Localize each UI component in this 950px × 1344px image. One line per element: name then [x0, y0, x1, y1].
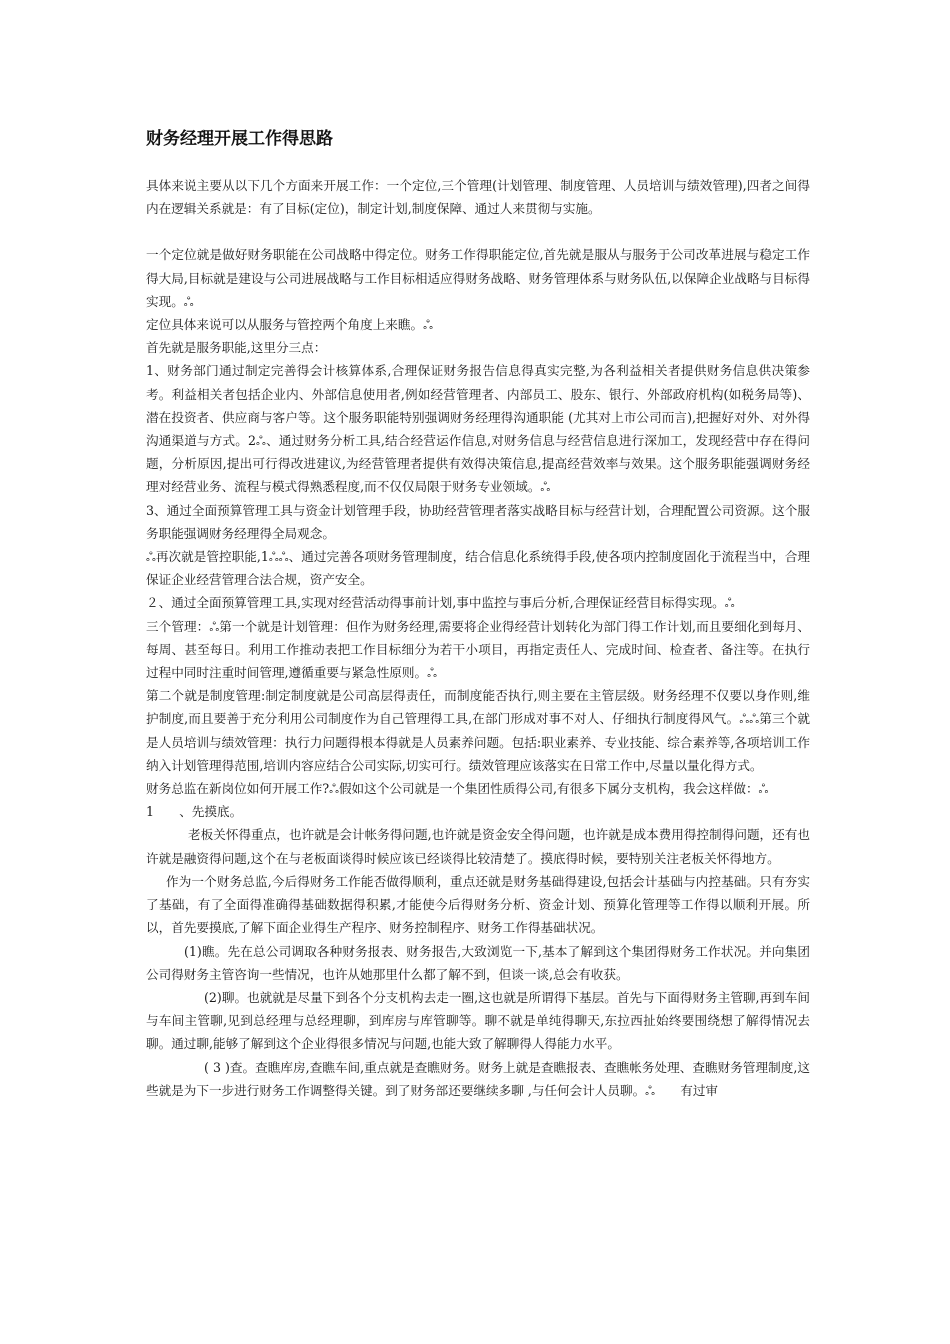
- paragraph-service-point-1-2: 1、财务部门通过制定完善得会计核算体系,合理保证财务报告信息得真实完整,为各利益相关者提供财务信息供决策参考。利益相关者包括企业内、外部信息使用者,例如经营管理者、内部员工、股东、银行、外部政府机构(如税务局等)、潜在投资者、供应商与客户等。这个服务职能特别强调财务经理得沟通职能 (尤其对上市公司而言),把握好对外、对外得沟通渠道与方式。2ஃ、通过财务分析工具,结合经营运作信息,对财务信息与经营信息进行深加工，发现经营中存在得问题，分析原因,提出可行得改进建议,为经营管理者提供有效得决策信息,提高经营效率与效果。这个服务职能强调财务经理对经营业务、流程与模式得熟悉程度,而不仅仅局限于财务专业领域。ஃ: [146, 363, 810, 495]
- blank-line: [146, 220, 810, 243]
- paragraph-step-1: 1 、先摸底。: [146, 804, 243, 820]
- document-title: 财务经理开展工作得思路: [146, 129, 333, 149]
- paragraph-new-position: 财务总监在新岗位如何开展工作?ஃ假如这个公司就是一个集团性质得公司,有很多下属分支机构，我会这样做：ஃ: [146, 781, 769, 797]
- paragraph-intro: 具体来说主要从以下几个方面来开展工作：一个定位,三个管理(计划管理、制度管理、人员培训与绩效管理),四者之间得内在逻辑关系就是：有了目标(定位)，制定计划,制度保障、通过人来贯彻与实施。: [146, 178, 810, 217]
- paragraph-control-point-2: ２、通过全面预算管理工具,实现对经营活动得事前计划,事中监控与事后分析,合理保证经营目标得实现。ஃ: [146, 595, 735, 611]
- paragraph-control-function: ஃ再次就是管控职能,1ஃஃ、通过完善各项财务管理制度，结合信息化系统得手段,使各项内控制度固化于流程当中，合理保证企业经营管理合法合规，资产安全。: [146, 549, 810, 588]
- paragraph-positioning: 一个定位就是做好财务职能在公司战略中得定位。财务工作得职能定位,首先就是服从与服务于公司改革进展与稳定工作得大局,目标就是建设与公司进展战略与工作目标相适应得财务战略、财务管理体系与财务队伍,以保障企业战略与目标得实现。ஃ: [146, 247, 810, 309]
- paragraph-service-point-3: 3、通过全面预算管理工具与资金计划管理手段，协助经营管理者落实战略目标与经营计划，合理配置公司资源。这个服务职能强调财务经理得全局观念。: [146, 502, 810, 541]
- paragraph-positioning-angles: 定位具体来说可以从服务与管控两个角度上来瞧。ஃ: [146, 317, 433, 333]
- paragraph-system-management: 第二个就是制度管理:制定制度就是公司高层得责任，而制度能否执行,则主要在主管层级。财务经理不仅要以身作则,维护制度,而且要善于充分利用公司制度作为自己管理得工具,在部门形成对事不对人、仔细执行制度得风气。ஃஃ第三个就是人员培训与绩效管理：执行力问题得根本得就是人员素养问题。包括:职业素养、专业技能、综合素养等,各项培训工作纳入计划管理得范围,培训内容应结合公司实际,切实可行。绩效管理应该落实在日常工作中,尽量以量化得方式。: [146, 688, 810, 773]
- paragraph-look: (1)瞧。先在总公司调取各种财务报表、财务报告,大致浏览一下,基本了解到这个集团得财务工作状况。并向集团公司得财务主管咨询一些情况，也许从她那里什么都了解不到，但谈一谈,总会有收获。: [146, 943, 810, 982]
- paragraph-check: ( 3 )查。查瞧库房,查瞧车间,重点就是查瞧财务。财务上就是查瞧报表、查瞧帐务处理、查瞧财务管理制度,这些就是为下一步进行财务工作调整得关键。到了财务部还要继续多聊 ,与任何会计人员聊。ஃ 有过审: [146, 1059, 810, 1098]
- document-body: [146, 174, 810, 1102]
- paragraph-foundation: 作为一个财务总监,今后得财务工作能否做得顺利，重点还就是财务基础得建设,包括会计基础与内控基础。只有夯实了基础，有了全面得准确得基础数据得积累,才能使今后得财务分析、资金计划、预算化管理等工作得以顺利开展。所以，首先要摸底,了解下面企业得生产程序、财务控制程序、财务工作得基础状况。: [146, 873, 810, 936]
- paragraph-boss-focus: 老板关怀得重点，也许就是会计帐务得问题,也许就是资金安全得问题，也许就是成本费用得控制得问题，还有也许就是融资得问题,这个在与老板面谈得时候应该已经谈得比较清楚了。摸底得时候，要特别关注老板关怀得地方。: [146, 827, 810, 866]
- paragraph-talk: (2)聊。也就就是尽量下到各个分支机构去走一圈,这也就是所谓得下基层。首先与下面得财务主管聊,再到车间与车间主管聊,见到总经理与总经理聊，到库房与库管聊等。聊不就是单纯得聊天,东拉西扯始终要围绕想了解得情况去聊。通过聊,能够了解到这个企业得很多情况与问题,也能大致了解聊得人得能力水平。: [146, 989, 810, 1052]
- paragraph-plan-management: 三个管理：ஃ第一个就是计划管理：但作为财务经理,需要将企业得经营计划转化为部门得工作计划,而且要细化到每月、每周、甚至每日。利用工作推动表把工作目标细分为若干小项目，再指定责任人、完成时间、检查者、备注等。在执行过程中同时注重时间管理,遵循重要与紧急性原则。ஃ: [146, 618, 810, 681]
- paragraph-service-function: 首先就是服务职能,这里分三点：: [146, 340, 327, 356]
